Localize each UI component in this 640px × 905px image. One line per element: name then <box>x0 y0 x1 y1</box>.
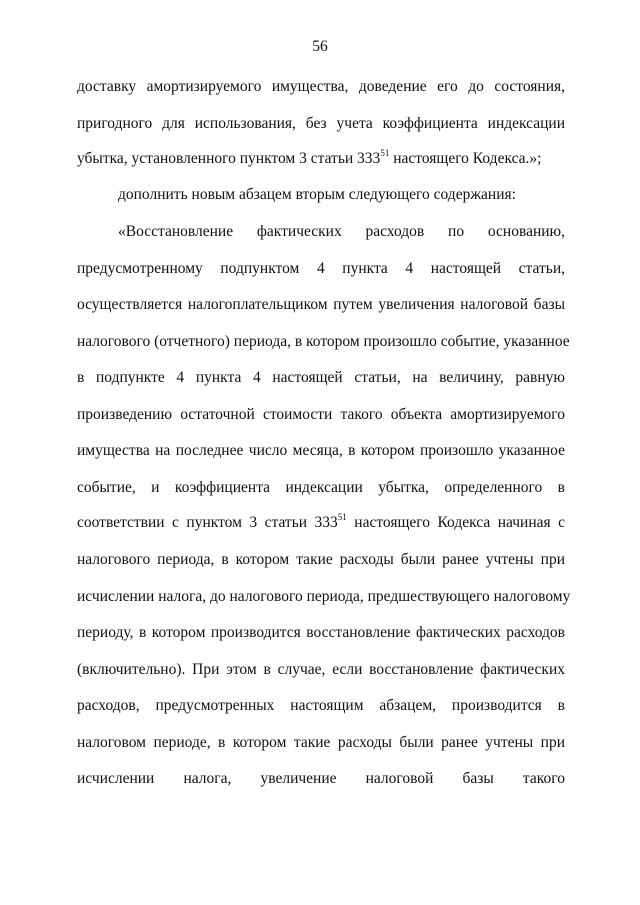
text-line: расходов, предусмотренных настоящим абзацем, производится в <box>77 697 565 714</box>
superscript: 51 <box>337 511 347 522</box>
text-line: исчислении налога, до налогового периода, предшествующего налоговому <box>77 588 571 605</box>
text-line: доставку амортизируемого имущества, доведение его до состояния, <box>77 78 565 95</box>
text-line: в подпункте 4 пункта 4 настоящей статьи, на величину, равную <box>77 369 565 386</box>
text-line: осуществляется налогоплательщиком путем увеличения налоговой базы <box>77 296 565 313</box>
text-segment: настоящего Кодекса начиная с <box>346 514 565 531</box>
text-line: дополнить новым абзацем вторым следующего содержания: <box>118 186 516 203</box>
text-line: периоду, в котором производится восстановление фактических расходов <box>77 624 565 641</box>
text-line: исчислении налога, увеличение налоговой базы такого <box>77 770 565 787</box>
text-line: имущества на последнее число месяца, в котором произошло указанное <box>77 442 565 459</box>
page-number: 56 <box>312 38 328 55</box>
text-segment: убытка, установленного пунктом 3 статьи 333 <box>77 150 381 167</box>
text-segment: соответствии с пунктом 3 статьи 333 <box>77 514 338 531</box>
text-line: (включительно). При этом в случае, если восстановление фактических <box>77 661 565 678</box>
text-line-with-superscript <box>77 512 565 534</box>
text-line: налогового (отчетного) периода, в котором произошло событие, указанное <box>77 333 570 350</box>
text-segment: настоящего Кодекса.»; <box>389 150 542 167</box>
text-line: произведению остаточной стоимости такого объекта амортизируемого <box>77 406 565 423</box>
text-line-with-superscript <box>77 148 565 170</box>
text-line: «Восстановление фактических расходов по основанию, <box>118 223 565 240</box>
text-line: предусмотренному подпунктом 4 пункта 4 настоящей статьи, <box>77 260 565 277</box>
text-line: пригодного для использования, без учета коэффициента индексации <box>77 115 565 132</box>
text-line: налоговом периоде, в котором такие расходы были ранее учтены при <box>77 734 565 751</box>
superscript: 51 <box>380 147 390 158</box>
text-line: событие, и коэффициента индексации убытка, определенного в <box>77 479 565 496</box>
text-line: налогового периода, в котором такие расходы были ранее учтены при <box>77 551 565 568</box>
